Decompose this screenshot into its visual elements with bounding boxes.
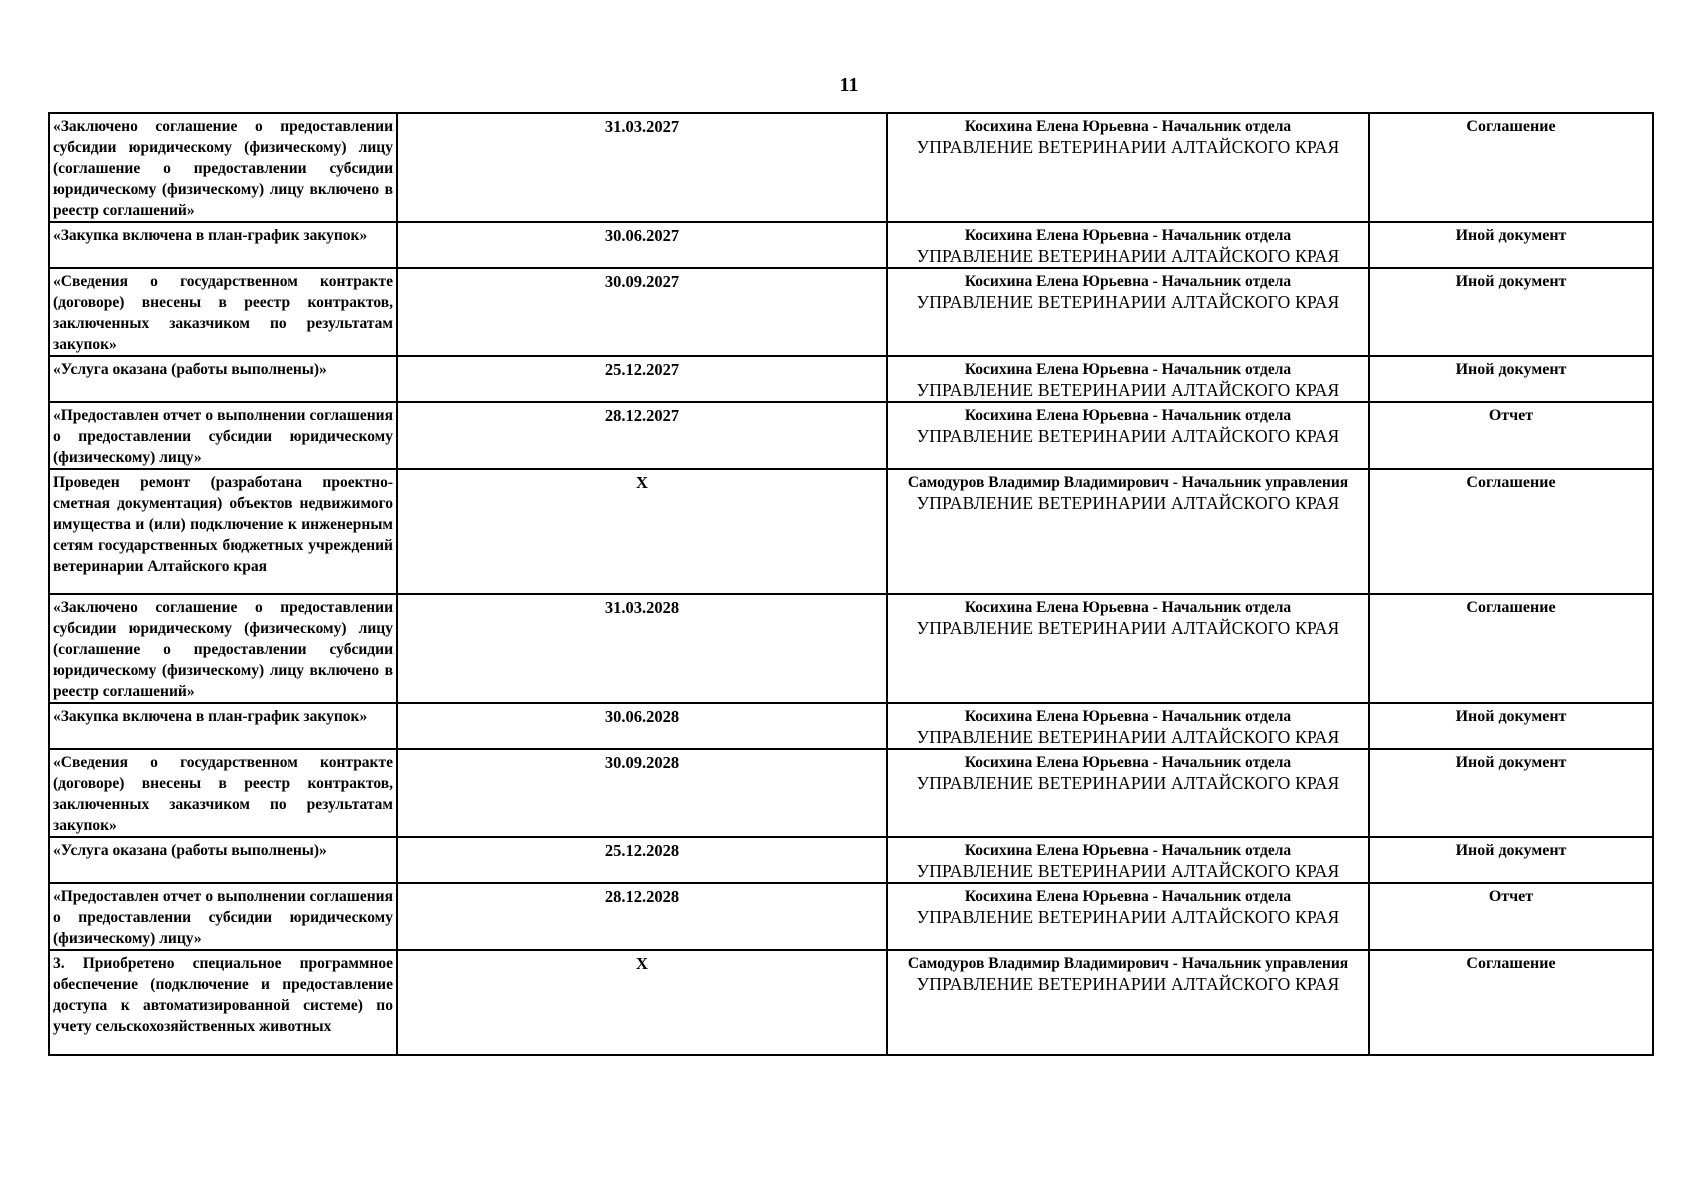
control-points-table	[48, 112, 1654, 1056]
responsible-person: Косихина Елена Юрьевна - Начальник отдела	[964, 888, 1292, 905]
responsible-cell	[887, 883, 1369, 950]
date-cell: 28.12.2028	[397, 883, 887, 950]
event-cell: «Закупка включена в план-график закупок»	[49, 222, 397, 268]
table-row	[49, 950, 1653, 1055]
document-type-cell: Иной документ	[1369, 268, 1653, 356]
responsible-person: Косихина Елена Юрьевна - Начальник отдела	[964, 842, 1292, 859]
event-cell: «Заключено соглашение о предоставлении субсидии юридическому (физическому) лицу (соглашение о предоставлении субсидии юридическому (физическому) лицу включено в реестр соглашений»	[49, 594, 397, 703]
document-type-cell: Соглашение	[1369, 113, 1653, 222]
responsible-cell	[887, 356, 1369, 402]
responsible-person: Косихина Елена Юрьевна - Начальник отдела	[964, 118, 1292, 135]
date-cell: 31.03.2028	[397, 594, 887, 703]
document-type-cell: Иной документ	[1369, 837, 1653, 883]
responsible-cell	[887, 837, 1369, 883]
table-row	[49, 749, 1653, 837]
responsible-person: Косихина Елена Юрьевна - Начальник отдела	[964, 273, 1292, 290]
responsible-person: Косихина Елена Юрьевна - Начальник отдела	[964, 754, 1292, 771]
responsible-org: УПРАВЛЕНИЕ ВЕТЕРИНАРИИ АЛТАЙСКОГО КРАЯ	[916, 292, 1340, 312]
responsible-cell	[887, 402, 1369, 469]
table-row	[49, 356, 1653, 402]
responsible-cell	[887, 222, 1369, 268]
responsible-cell	[887, 594, 1369, 703]
event-cell: «Предоставлен отчет о выполнении соглашения о предоставлении субсидии юридическому (физическому) лицу»	[49, 883, 397, 950]
responsible-org: УПРАВЛЕНИЕ ВЕТЕРИНАРИИ АЛТАЙСКОГО КРАЯ	[916, 861, 1340, 881]
responsible-cell	[887, 113, 1369, 222]
table-row	[49, 402, 1653, 469]
table-row	[49, 703, 1653, 749]
date-cell: 25.12.2028	[397, 837, 887, 883]
document-type-cell: Иной документ	[1369, 749, 1653, 837]
responsible-person: Самодуров Владимир Владимирович - Начальник управления	[907, 474, 1349, 491]
responsible-org: УПРАВЛЕНИЕ ВЕТЕРИНАРИИ АЛТАЙСКОГО КРАЯ	[916, 380, 1340, 400]
event-cell: «Предоставлен отчет о выполнении соглашения о предоставлении субсидии юридическому (физическому) лицу»	[49, 402, 397, 469]
page-number: 11	[839, 74, 859, 96]
event-cell: Проведен ремонт (разработана проектно-сметная документация) объектов недвижимого имущества и (или) подключение к инженерным сетям государственных бюджетных учреждений ветеринарии Алтайского края	[49, 469, 397, 594]
table-row	[49, 268, 1653, 356]
responsible-org: УПРАВЛЕНИЕ ВЕТЕРИНАРИИ АЛТАЙСКОГО КРАЯ	[916, 907, 1340, 927]
document-type-cell: Иной документ	[1369, 703, 1653, 749]
date-cell: 31.03.2027	[397, 113, 887, 222]
responsible-person: Косихина Елена Юрьевна - Начальник отдела	[964, 599, 1292, 616]
table-row	[49, 113, 1653, 222]
responsible-org: УПРАВЛЕНИЕ ВЕТЕРИНАРИИ АЛТАЙСКОГО КРАЯ	[916, 137, 1340, 157]
event-cell: «Услуга оказана (работы выполнены)»	[49, 356, 397, 402]
document-type-cell: Иной документ	[1369, 222, 1653, 268]
responsible-person: Косихина Елена Юрьевна - Начальник отдела	[964, 227, 1292, 244]
date-cell: 30.06.2027	[397, 222, 887, 268]
document-type-cell: Соглашение	[1369, 594, 1653, 703]
responsible-person: Косихина Елена Юрьевна - Начальник отдела	[964, 407, 1292, 424]
responsible-cell	[887, 703, 1369, 749]
date-cell: Х	[397, 469, 887, 594]
date-cell: 30.09.2027	[397, 268, 887, 356]
document-type-cell: Соглашение	[1369, 950, 1653, 1055]
table-row	[49, 883, 1653, 950]
responsible-org: УПРАВЛЕНИЕ ВЕТЕРИНАРИИ АЛТАЙСКОГО КРАЯ	[916, 773, 1340, 793]
responsible-org: УПРАВЛЕНИЕ ВЕТЕРИНАРИИ АЛТАЙСКОГО КРАЯ	[916, 246, 1340, 266]
responsible-person: Косихина Елена Юрьевна - Начальник отдела	[964, 361, 1292, 378]
event-cell: 3. Приобретено специальное программное обеспечение (подключение и предоставление доступа к автоматизированной системе) по учету сельскохозяйственных животных	[49, 950, 397, 1055]
document-type-cell: Отчет	[1369, 883, 1653, 950]
date-cell: 25.12.2027	[397, 356, 887, 402]
responsible-cell	[887, 268, 1369, 356]
event-cell: «Услуга оказана (работы выполнены)»	[49, 837, 397, 883]
document-type-cell: Соглашение	[1369, 469, 1653, 594]
date-cell: 28.12.2027	[397, 402, 887, 469]
date-cell: 30.09.2028	[397, 749, 887, 837]
responsible-org: УПРАВЛЕНИЕ ВЕТЕРИНАРИИ АЛТАЙСКОГО КРАЯ	[916, 493, 1340, 513]
date-cell: Х	[397, 950, 887, 1055]
event-cell: «Сведения о государственном контракте (договоре) внесены в реестр контрактов, заключенных заказчиком по результатам закупок»	[49, 749, 397, 837]
date-cell: 30.06.2028	[397, 703, 887, 749]
responsible-org: УПРАВЛЕНИЕ ВЕТЕРИНАРИИ АЛТАЙСКОГО КРАЯ	[916, 974, 1340, 994]
table-row	[49, 222, 1653, 268]
responsible-org: УПРАВЛЕНИЕ ВЕТЕРИНАРИИ АЛТАЙСКОГО КРАЯ	[916, 426, 1340, 446]
responsible-org: УПРАВЛЕНИЕ ВЕТЕРИНАРИИ АЛТАЙСКОГО КРАЯ	[916, 727, 1340, 747]
responsible-cell	[887, 469, 1369, 594]
document-type-cell: Иной документ	[1369, 356, 1653, 402]
table-row	[49, 594, 1653, 703]
table-row	[49, 837, 1653, 883]
responsible-cell	[887, 950, 1369, 1055]
document-type-cell: Отчет	[1369, 402, 1653, 469]
event-cell: «Закупка включена в план-график закупок»	[49, 703, 397, 749]
responsible-cell	[887, 749, 1369, 837]
responsible-org: УПРАВЛЕНИЕ ВЕТЕРИНАРИИ АЛТАЙСКОГО КРАЯ	[916, 618, 1340, 638]
event-cell: «Заключено соглашение о предоставлении субсидии юридическому (физическому) лицу (соглашение о предоставлении субсидии юридическому (физическому) лицу включено в реестр соглашений»	[49, 113, 397, 222]
event-cell: «Сведения о государственном контракте (договоре) внесены в реестр контрактов, заключенных заказчиком по результатам закупок»	[49, 268, 397, 356]
responsible-person: Косихина Елена Юрьевна - Начальник отдела	[964, 708, 1292, 725]
responsible-person: Самодуров Владимир Владимирович - Начальник управления	[907, 955, 1349, 972]
table-row	[49, 469, 1653, 594]
